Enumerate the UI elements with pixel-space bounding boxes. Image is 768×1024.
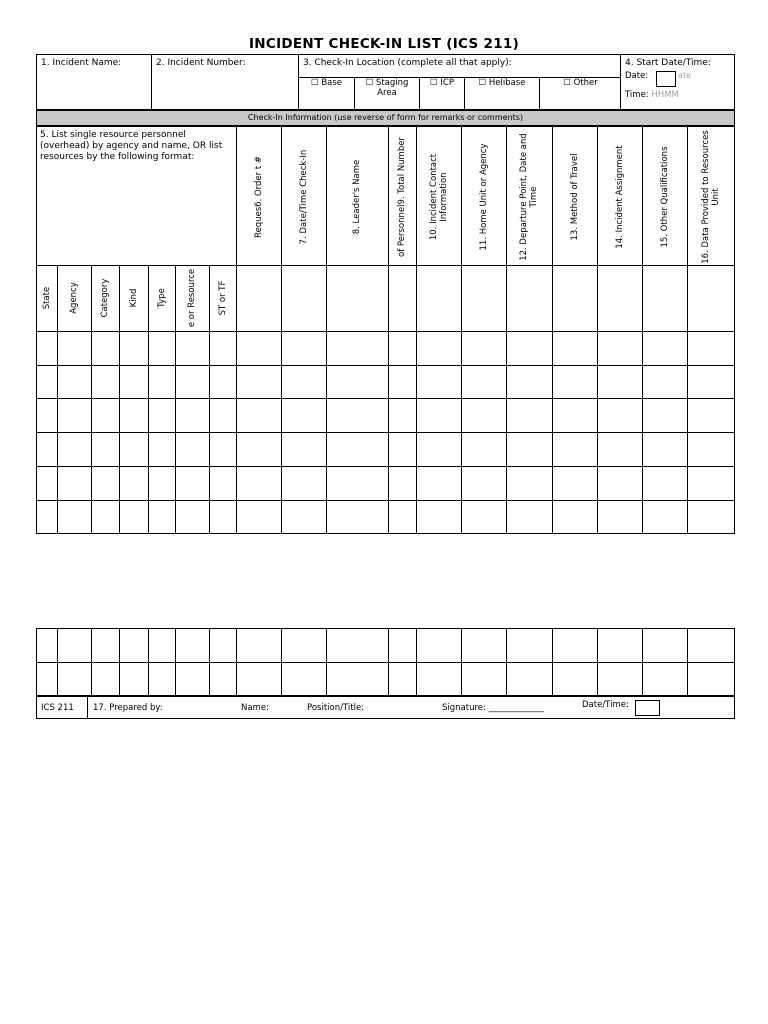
grid-line — [36, 432, 735, 433]
grid-line — [36, 398, 735, 399]
column-header: 14. Incident Assignment — [614, 145, 625, 249]
sub-header: e or Resource — [187, 268, 197, 328]
resource-instructions: 5. List single resource personnel (overhead) by agency and name, OR list resources by the following format: — [40, 130, 223, 162]
column-header: Reques6. Order t # — [253, 155, 264, 239]
incident-number-field[interactable] — [152, 55, 299, 109]
date-placeholder: ate — [678, 71, 691, 80]
form-title: INCIDENT CHECK-IN LIST (ICS 211) — [248, 36, 520, 52]
name-field[interactable]: Name: — [241, 703, 269, 713]
date-label: Date: — [625, 71, 649, 81]
prepared-by-label: 17. Prepared by: — [93, 703, 163, 713]
incident-name-field[interactable] — [37, 55, 152, 109]
date-input[interactable] — [656, 71, 676, 87]
checkbox-icon: ☐ — [430, 78, 438, 88]
sub-header: Kind — [128, 288, 139, 308]
column-header: 12. Departure Point, Date and Time — [519, 133, 539, 261]
column-header: 8. Leader's Name — [352, 159, 362, 235]
checkbox-icon: ☐ — [310, 78, 319, 88]
column-header: of Personnel9. Total Number — [397, 137, 407, 257]
checkbox-icon: ☐ — [563, 78, 571, 88]
header-block — [36, 54, 735, 110]
grid-line — [326, 126, 327, 534]
datetime-label: Date/Time: — [582, 700, 629, 710]
sub-header: Category — [100, 278, 110, 318]
checkbox-icon: ☐ — [365, 78, 374, 88]
incident-name-label: 1. Incident Name: — [41, 58, 122, 68]
position-title-field[interactable]: Position/Title: — [307, 703, 365, 713]
column-header: 11. Home Unit or Agency — [478, 143, 489, 251]
grid-line — [236, 126, 237, 534]
grid-line — [552, 126, 553, 534]
grid-line — [281, 126, 282, 534]
column-header: 7. Date/Time Check-In — [298, 149, 309, 245]
signature-label: Signature: — [442, 703, 486, 713]
location-icp[interactable] — [420, 77, 465, 109]
datetime-input[interactable] — [635, 700, 660, 716]
time-input[interactable]: HHMM — [651, 90, 679, 100]
location-label: Other — [573, 78, 598, 88]
grid-line — [506, 126, 507, 534]
checkin-location-field — [299, 55, 621, 109]
location-label: Base — [321, 78, 343, 88]
grid-line — [36, 466, 735, 467]
sub-header: ST or TF — [217, 280, 228, 316]
grid-line — [461, 126, 462, 534]
sub-header: Type — [156, 288, 167, 308]
checkbox-icon: ☐ — [478, 78, 487, 88]
sub-header: State — [41, 286, 52, 310]
grid-line — [36, 662, 735, 663]
start-datetime-label: 4. Start Date/Time: — [625, 58, 711, 68]
column-header: 15. Other Qualifications — [659, 146, 670, 248]
grid-line — [36, 365, 735, 366]
grid-line — [36, 265, 735, 266]
location-label: Helibase — [488, 78, 526, 88]
location-label-line2: Area — [377, 88, 397, 98]
column-header: 13. Method of Travel — [569, 153, 580, 241]
grid-line — [597, 126, 598, 534]
start-datetime-field — [621, 55, 736, 109]
checkin-location-label: 3. Check-In Location (complete all that apply): — [303, 58, 512, 68]
column-header: 10. Incident Contact Information — [428, 153, 449, 241]
location-label: ICP — [440, 78, 454, 88]
grid-line — [36, 331, 735, 332]
location-label: Staging — [375, 78, 409, 88]
location-helibase[interactable] — [465, 77, 540, 109]
time-label: Time: — [625, 90, 649, 100]
grid-line — [388, 126, 389, 534]
form-id: ICS 211 — [41, 703, 74, 713]
checkin-info-band: Check-In Information (use reverse of form for remarks or comments) — [36, 110, 735, 126]
signature-line: _____________ — [488, 703, 544, 713]
column-header: 16. Data Provided to Resources Unit — [701, 130, 721, 264]
divider — [87, 696, 88, 719]
signature-field[interactable] — [442, 703, 544, 713]
grid-line — [687, 126, 688, 534]
sub-header: Agency — [69, 282, 79, 314]
location-other[interactable] — [540, 77, 621, 109]
incident-number-label: 2. Incident Number: — [156, 58, 246, 68]
location-staging-area[interactable] — [355, 77, 420, 109]
divider — [299, 77, 621, 78]
grid-line — [416, 126, 417, 534]
grid-line — [36, 500, 735, 501]
location-base[interactable] — [299, 77, 355, 109]
grid-line — [642, 126, 643, 534]
